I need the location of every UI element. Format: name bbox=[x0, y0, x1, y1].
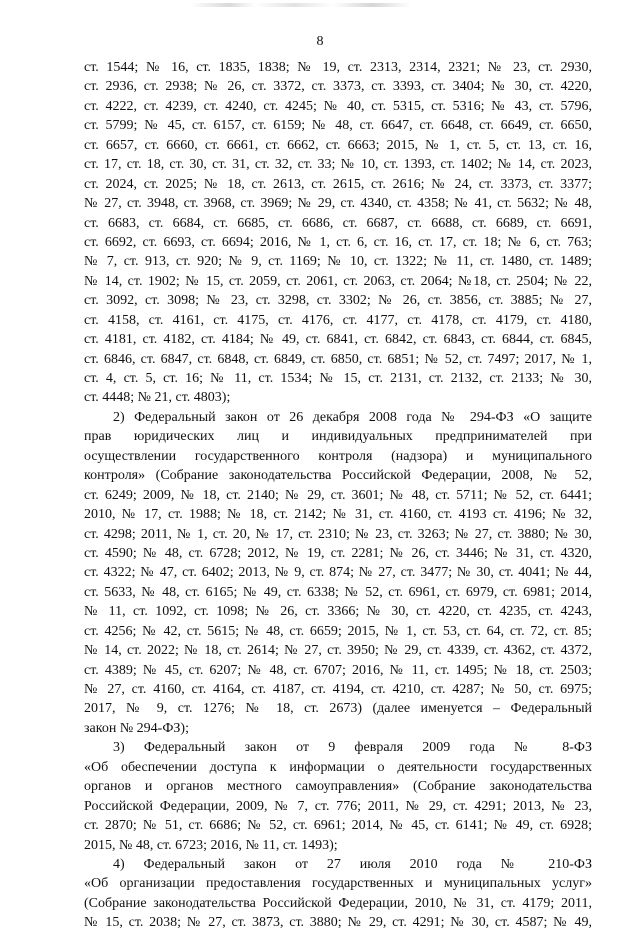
text-line: 2010, № 17, ст. 1988; № 18, ст. 2142; № 31, ст. 4160, ст. 4193 ст. 4196; № 32, bbox=[84, 507, 592, 523]
text-line: осуществлении государственного контроля (надзора) и муниципального bbox=[84, 448, 592, 464]
text-line: ст. 3092, ст. 3098; № 23, ст. 3298, ст. 3302; № 26, ст. 3856, ст. 3885; № 27, bbox=[84, 293, 592, 309]
text-line: ст. 4256; № 42, ст. 5615; № 48, ст. 6659; 2015, № 1, ст. 53, ст. 64, ст. 72, ст. 85; bbox=[84, 623, 592, 639]
text-line: 2017, № 9, ст. 1276; № 18, ст. 2673) (далее именуется – Федеральный bbox=[84, 701, 592, 717]
text-line: 2) Федеральный закон от 26 декабря 2008 года № 294-ФЗ «О защите bbox=[113, 409, 592, 425]
text-line: Российской Федерации, 2009, № 7, ст. 776; 2011, № 29, ст. 4291; 2013, № 23, bbox=[84, 798, 592, 814]
text-line: № 27, ст. 3948, ст. 3968, ст. 3969; № 29, ст. 4340, ст. 4358; № 41, ст. 5632; № 48, bbox=[84, 196, 592, 212]
text-line: ст. 1544; № 16, ст. 1835, 1838; № 19, ст. 2313, 2314, 2321; № 23, ст. 2930, bbox=[84, 60, 592, 75]
text-line: (Собрание законодательства Российской Федерации, 2010, № 31, ст. 4179; 2011, bbox=[84, 895, 592, 911]
body-text bbox=[84, 58, 592, 933]
text-line: ст. 4590; № 48, ст. 6728; 2012, № 19, ст. 2281; № 26, ст. 3446; № 31, ст. 4320, bbox=[84, 545, 592, 561]
text-line: ст. 6846, ст. 6847, ст. 6848, ст. 6849, ст. 6850, ст. 6851; № 52, ст. 7497; 2017, № 1, bbox=[84, 351, 592, 367]
scan-artifact bbox=[190, 3, 450, 7]
text-line: ст. 6657, ст. 6660, ст. 6661, ст. 6662, ст. 6663; 2015, № 1, ст. 5, ст. 13, ст. 16, bbox=[84, 137, 592, 153]
text-line: № 14, ст. 1902; № 15, ст. 2059, ст. 2061, ст. 2063, ст. 2064; №18, ст. 2504; № 22, bbox=[84, 273, 592, 289]
text-line: ст. 6249; 2009, № 18, ст. 2140; № 29, ст. 3601; № 48, ст. 5711; № 52, ст. 6441; bbox=[84, 487, 592, 503]
text-line: ст. 6683, ст. 6684, ст. 6685, ст. 6686, ст. 6687, ст. 6688, ст. 6689, ст. 6691, bbox=[84, 215, 592, 231]
text-line: ст. 4448; № 21, ст. 4803); bbox=[84, 390, 231, 406]
text-line: № 27, ст. 4160, ст. 4164, ст. 4187, ст. 4194, ст. 4210, ст. 4287; № 50, ст. 6975; bbox=[84, 682, 592, 697]
text-line: 4) Федеральный закон от 27 июля 2010 года № 210-ФЗ bbox=[113, 856, 592, 872]
text-line: 2015, № 48, ст. 6723; 2016, № 11, ст. 1493); bbox=[84, 837, 338, 853]
text-line: ст. 4181, ст. 4182, ст. 4184; № 49, ст. 6841, ст. 6842, ст. 6843, ст. 6844, ст. 6845, bbox=[84, 332, 592, 348]
text-line: ст. 5799; № 45, ст. 6157, ст. 6159; № 48, ст. 6647, ст. 6648, ст. 6649, ст. 6650, bbox=[84, 118, 592, 134]
text-line: контроля» (Собрание законодательства Российской Федерации, 2008, № 52, bbox=[84, 468, 592, 484]
text-line: ст. 2024, ст. 2025; № 18, ст. 2613, ст. 2615, ст. 2616; № 24, ст. 3373, ст. 3377; bbox=[84, 176, 592, 192]
text-line: ст. 6692, ст. 6693, ст. 6694; 2016, № 1, ст. 6, ст. 16, ст. 17, ст. 18; № 6, ст. 763; bbox=[84, 234, 592, 250]
text-line: ст. 4222, ст. 4239, ст. 4240, ст. 4245; № 40, ст. 5315, ст. 5316; № 43, ст. 5796, bbox=[84, 98, 592, 114]
text-line: № 7, ст. 913, ст. 920; № 9, ст. 1169; № 10, ст. 1322; № 11, ст. 1480, ст. 1489; bbox=[84, 254, 592, 270]
text-line: закон № 294-ФЗ); bbox=[84, 720, 189, 736]
text-line: прав юридических лиц и индивидуальных предпринимателей при bbox=[84, 429, 592, 445]
text-line: № 14, ст. 2022; № 18, ст. 2614; № 27, ст. 3950; № 29, ст. 4339, ст. 4362, ст. 4372, bbox=[84, 643, 592, 659]
page-number: 8 bbox=[316, 34, 324, 49]
text-line: ст. 2936, ст. 2938; № 26, ст. 3372, ст. 3373, ст. 3393, ст. 3404; № 30, ст. 4220, bbox=[84, 79, 592, 95]
text-line: ст. 17, ст. 18, ст. 30, ст. 31, ст. 32, ст. 33; № 10, ст. 1393, ст. 1402; № 14, ст. 2023, bbox=[84, 157, 592, 173]
text-line: органов и органов местного самоуправления» (Собрание законодательства bbox=[84, 779, 592, 795]
text-line: «Об обеспечении доступа к информации о деятельности государственных bbox=[84, 759, 592, 775]
text-line: ст. 4298; 2011, № 1, ст. 20, № 17, ст. 2310; № 23, ст. 3263; № 27, ст. 3880; № 30, bbox=[84, 526, 592, 542]
text-line: ст. 4158, ст. 4161, ст. 4175, ст. 4176, ст. 4177, ст. 4178, ст. 4179, ст. 4180, bbox=[84, 312, 592, 328]
text-line: 3) Федеральный закон от 9 февраля 2009 года № 8-ФЗ bbox=[113, 740, 592, 756]
text-line: ст. 5633, № 48, ст. 6165; № 49, ст. 6338; № 52, ст. 6961, ст. 6979, ст. 6981; 2014, bbox=[84, 584, 592, 600]
text-line: № 15, ст. 2038; № 27, ст. 3873, ст. 3880; № 29, ст. 4291; № 30, ст. 4587; № 49, bbox=[84, 915, 592, 931]
text-line: ст. 4389; № 45, ст. 6207; № 48, ст. 6707; 2016, № 11, ст. 1495; № 18, ст. 2503; bbox=[84, 662, 592, 678]
text-line: ст. 2870; № 51, ст. 6686; № 52, ст. 6961; 2014, № 45, ст. 6141; № 49, ст. 6928; bbox=[84, 818, 592, 834]
text-line: ст. 4322; № 47, ст. 6402; 2013, № 9, ст. 874; № 27, ст. 3477; № 30, ст. 4041; № 44, bbox=[84, 565, 592, 581]
text-line: «Об организации предоставления государственных и муниципальных услуг» bbox=[84, 876, 592, 892]
text-line: № 11, ст. 1092, ст. 1098; № 26, ст. 3366; № 30, ст. 4220, ст. 4235, ст. 4243, bbox=[84, 604, 592, 620]
text-line: ст. 4, ст. 5, ст. 16; № 11, ст. 1534; № 15, ст. 2131, ст. 2132, ст. 2133; № 30, bbox=[84, 371, 592, 386]
